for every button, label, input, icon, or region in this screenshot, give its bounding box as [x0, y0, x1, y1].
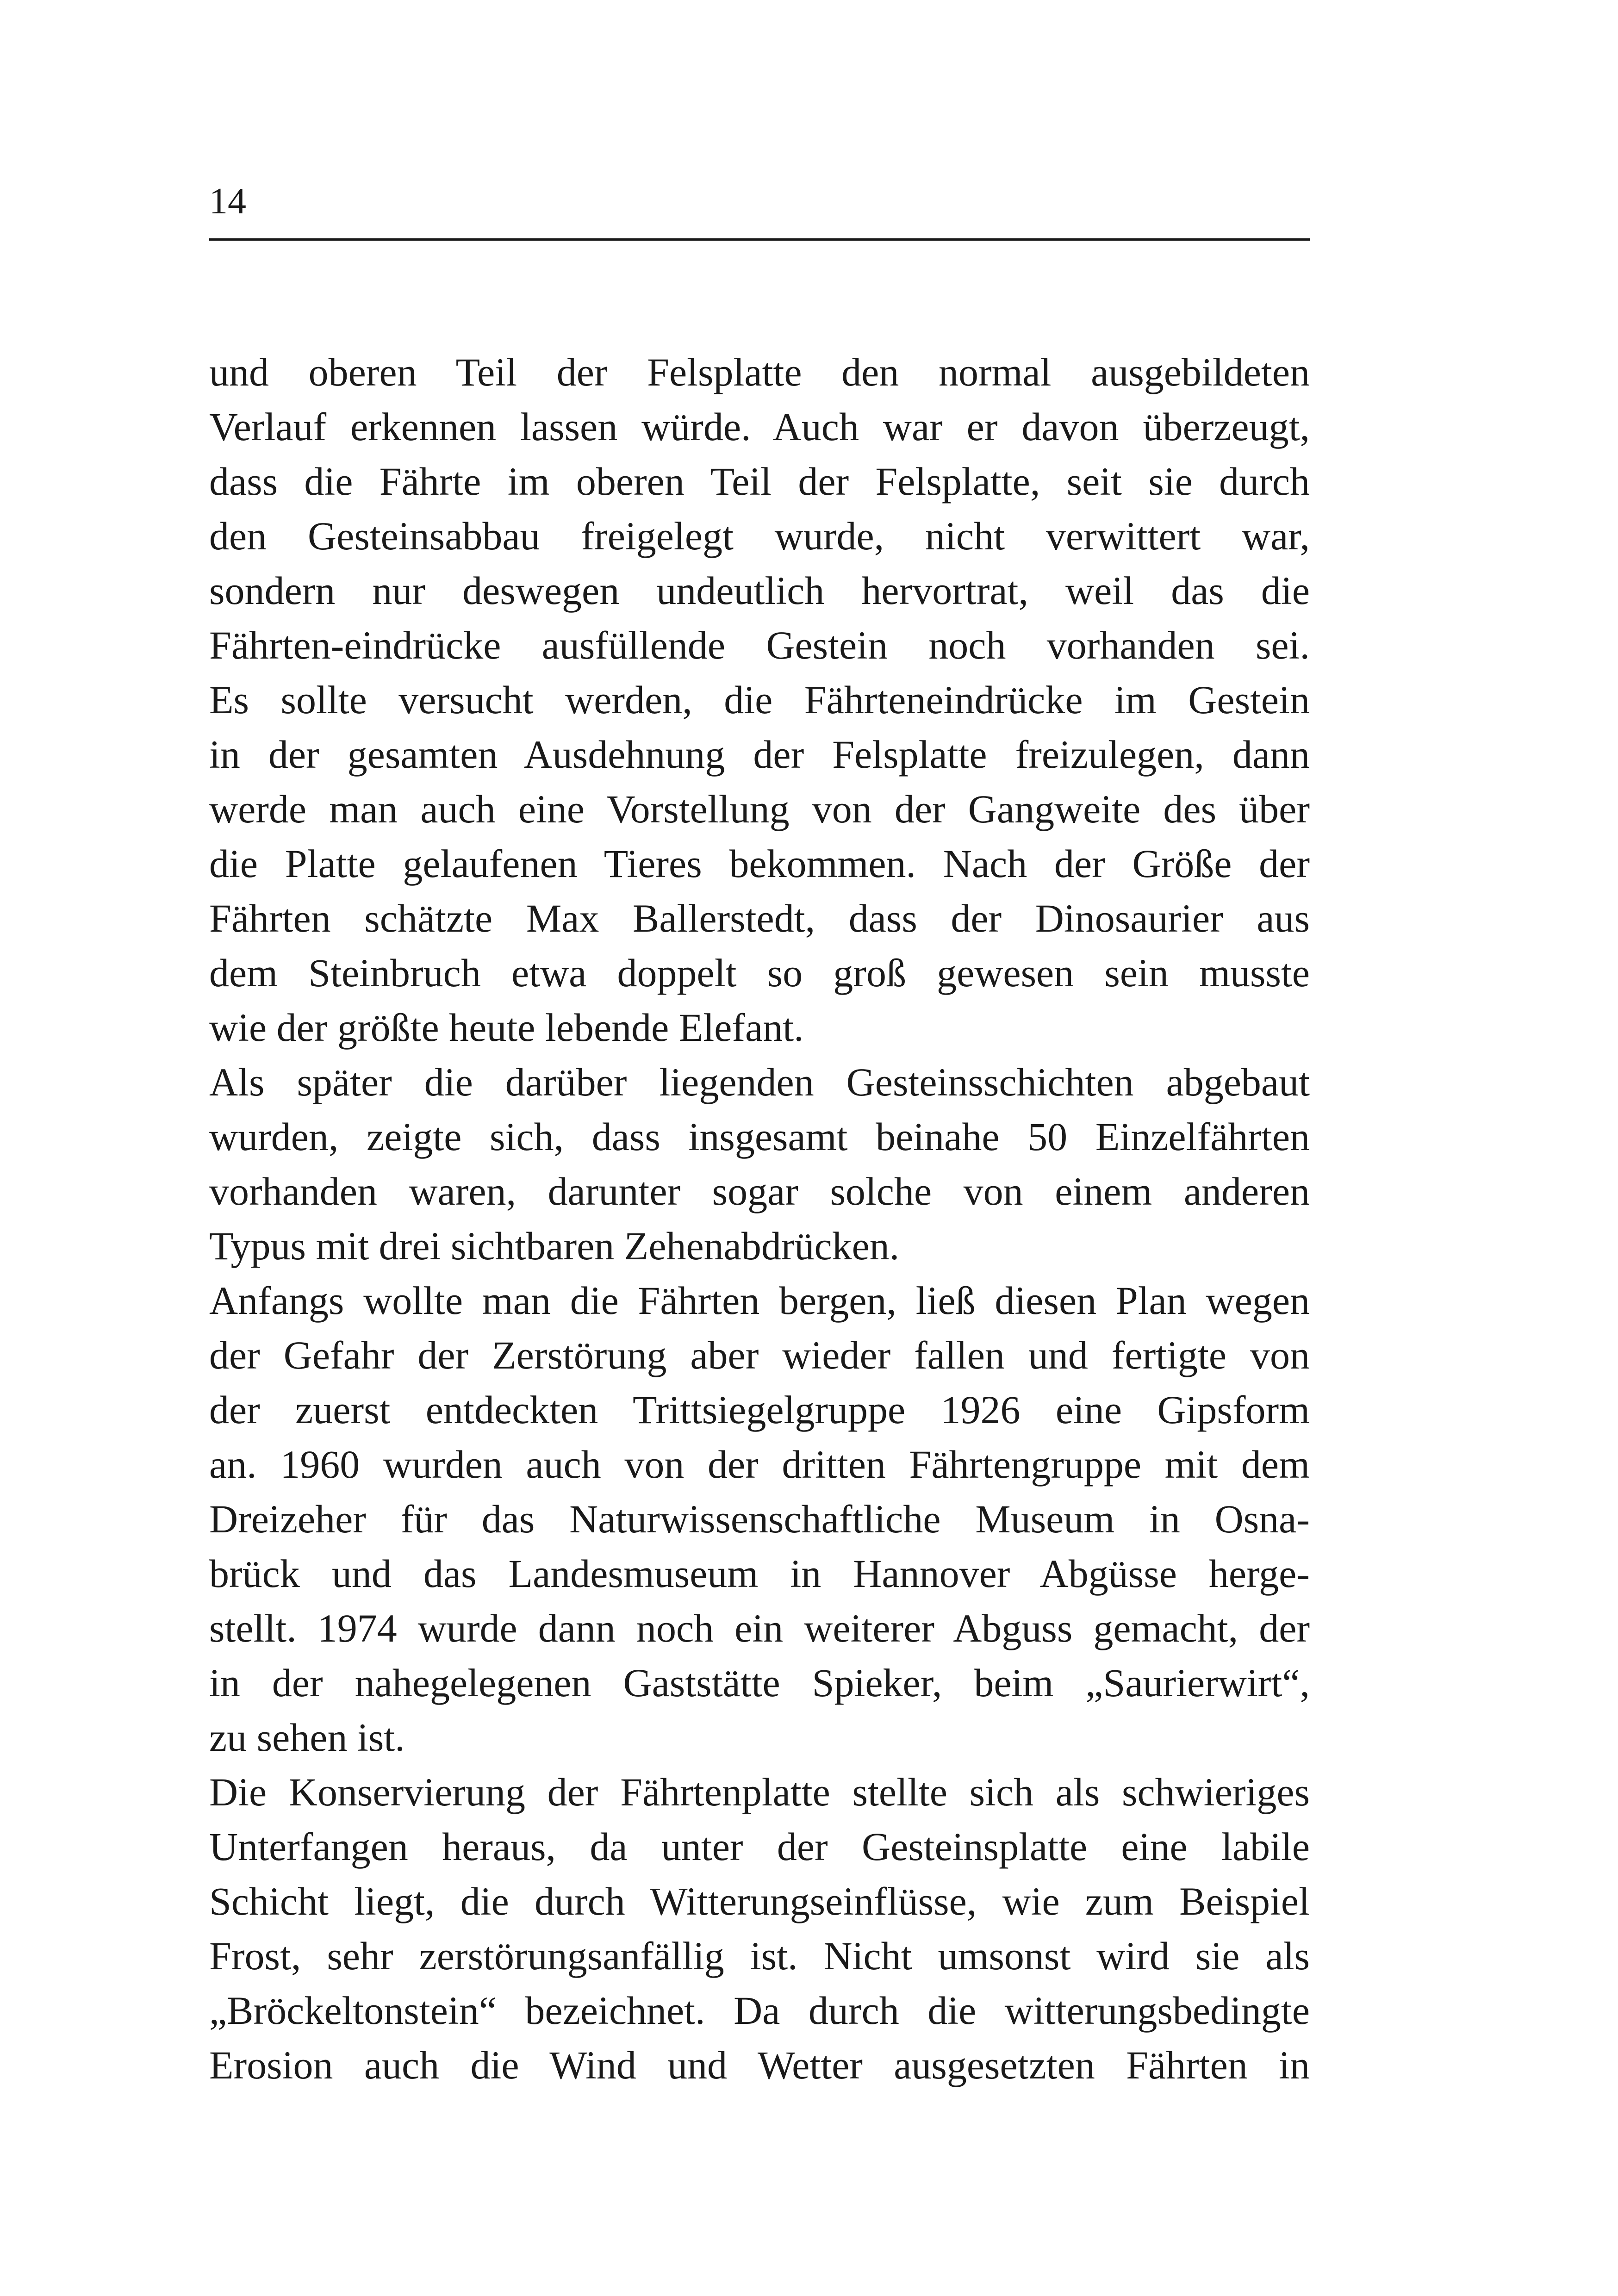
- page-number: 14: [209, 181, 246, 222]
- text-line: Anfangs wollte man die Fährten bergen, ließ diesen Plan wegen: [209, 1278, 1310, 1323]
- text-line: Verlauf erkennen lassen würde. Auch war er davon überzeugt,: [209, 404, 1310, 449]
- text-line: Fährten-eindrücke ausfüllende Gestein noch vorhanden sei.: [209, 623, 1310, 667]
- text-line: Es sollte versucht werden, die Fährteneindrücke im Gestein: [209, 678, 1310, 722]
- text-line: und oberen Teil der Felsplatte den normal ausgebildeten: [209, 350, 1310, 394]
- text-line: Erosion auch die Wind und Wetter ausgesetzten Fährten in: [209, 2043, 1310, 2087]
- text-line: Typus mit drei sichtbaren Zehenabdrücken.: [209, 1224, 900, 1268]
- text-line: dem Steinbruch etwa doppelt so groß gewesen sein musste: [209, 951, 1310, 995]
- text-line: brück und das Landesmuseum in Hannover Abgüsse herge-: [209, 1551, 1310, 1596]
- text-line: Die Konservierung der Fährtenplatte stellte sich als schwieriges: [209, 1770, 1310, 1814]
- text-line: Frost, sehr zerstörungsanfällig ist. Nicht umsonst wird sie als: [209, 1934, 1310, 1978]
- text-line: wie der größte heute lebende Elefant.: [209, 1005, 804, 1050]
- text-line: sondern nur deswegen undeutlich hervortrat, weil das die: [209, 568, 1310, 613]
- paragraph: [209, 1273, 1310, 1765]
- text-line: in der gesamten Ausdehnung der Felsplatte freizulegen, dann: [209, 732, 1310, 777]
- text-line: Als später die darüber liegenden Gesteinsschichten abgebaut: [209, 1060, 1310, 1104]
- text-line: vorhanden waren, darunter sogar solche von einem anderen: [209, 1169, 1310, 1213]
- text-line: wurden, zeigte sich, dass insgesamt beinahe 50 Einzelfährten: [209, 1114, 1310, 1159]
- header-rule: [209, 238, 1310, 241]
- paragraph: [209, 345, 1310, 1055]
- text-line: stellt. 1974 wurde dann noch ein weiterer Abguss gemacht, der: [209, 1606, 1310, 1650]
- text-line: Fährten schätzte Max Ballerstedt, dass der Dinosaurier aus: [209, 896, 1310, 940]
- text-line: Unterfangen heraus, da unter der Gesteinsplatte eine labile: [209, 1824, 1310, 1869]
- paragraph: [209, 1055, 1310, 1273]
- text-line: der Gefahr der Zerstörung aber wieder fallen und fertigte von: [209, 1333, 1310, 1377]
- text-line: in der nahegelegenen Gaststätte Spieker, beim „Saurierwirt“,: [209, 1661, 1310, 1705]
- paragraph: [209, 1765, 1310, 2092]
- text-line: zu sehen ist.: [209, 1715, 405, 1760]
- text-line: Dreizeher für das Naturwissenschaftliche Museum in Osna-: [209, 1497, 1310, 1541]
- text-line: an. 1960 wurden auch von der dritten Fährtengruppe mit dem: [209, 1442, 1310, 1487]
- text-line: dass die Fährte im oberen Teil der Felsplatte, seit sie durch: [209, 459, 1310, 504]
- text-line: den Gesteinsabbau freigelegt wurde, nicht verwittert war,: [209, 514, 1310, 558]
- text-line: Schicht liegt, die durch Witterungseinflüsse, wie zum Beispiel: [209, 1879, 1310, 1923]
- text-line: werde man auch eine Vorstellung von der Gangweite des über: [209, 787, 1310, 831]
- text-line: die Platte gelaufenen Tieres bekommen. Nach der Größe der: [209, 841, 1310, 886]
- text-line: der zuerst entdeckten Trittsiegelgruppe 1926 eine Gipsform: [209, 1388, 1310, 1432]
- body-text: [209, 345, 1310, 2092]
- text-line: „Bröckeltonstein“ bezeichnet. Da durch die witterungsbedingte: [209, 1988, 1310, 2033]
